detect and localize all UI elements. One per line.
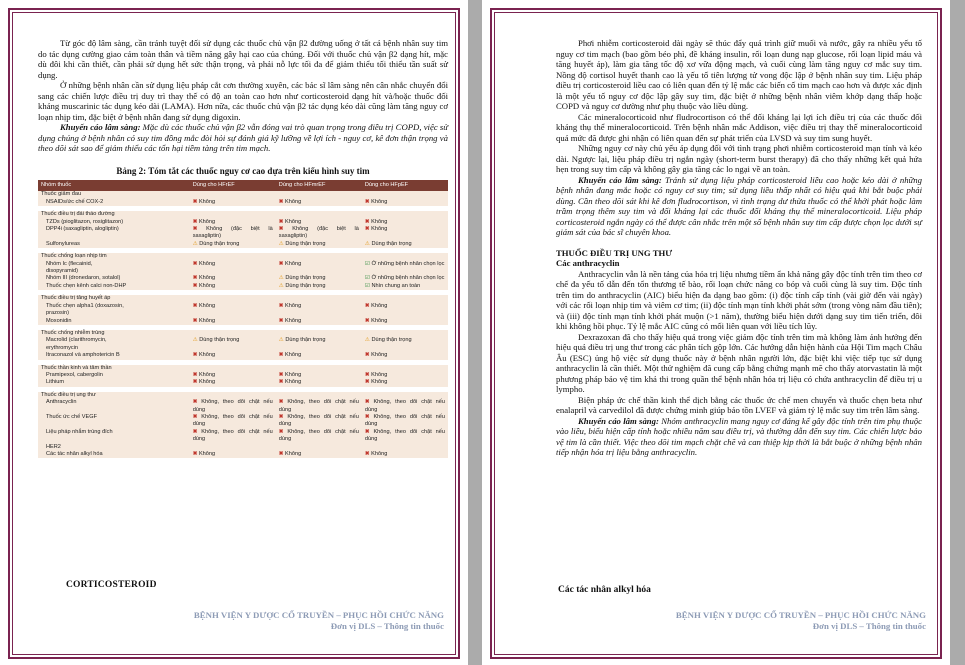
recommendation-cell bbox=[276, 429, 362, 444]
drug-name-cell: NSAIDs/ức chế COX-2 bbox=[38, 199, 190, 206]
recommendation-cell bbox=[190, 345, 276, 352]
recommendation-cell bbox=[190, 429, 276, 444]
cross-icon: ✖ bbox=[192, 428, 202, 435]
cross-icon: ✖ bbox=[364, 399, 374, 406]
recommendation-text: Dùng thận trọng bbox=[285, 240, 326, 247]
recommendation-text: Không bbox=[198, 451, 216, 457]
recommendation-text: Dùng thận trọng bbox=[285, 337, 326, 344]
cross-icon: ✖ bbox=[364, 371, 372, 378]
recommendation-text: Không, theo dõi chặt nếu dùng bbox=[278, 413, 359, 428]
recommendation-cell bbox=[190, 219, 276, 226]
warning-icon: ⚠ bbox=[192, 240, 200, 247]
recommendation-cell bbox=[362, 310, 448, 317]
table-row bbox=[38, 429, 448, 444]
table-row bbox=[38, 226, 448, 241]
recommendation-text: Dùng thận trọng bbox=[371, 337, 412, 344]
recommendation-cell bbox=[276, 261, 362, 268]
drug-group-title: Thuốc giảm đau bbox=[38, 191, 448, 198]
drug-name-cell: TZDs (pioglitazon, rosiglitazon) bbox=[38, 219, 190, 226]
recommendation-cell bbox=[190, 275, 276, 282]
page-left-content bbox=[38, 38, 448, 458]
cross-icon: ✖ bbox=[364, 352, 372, 359]
table-row bbox=[38, 444, 448, 451]
warning-icon: ⚠ bbox=[278, 275, 286, 282]
drug-name-cell: Moxonidin bbox=[38, 318, 190, 325]
page-left bbox=[0, 0, 468, 665]
recommendation-cell bbox=[362, 444, 448, 451]
table-row bbox=[38, 352, 448, 359]
clinical-recommendation: Khuyến cáo lâm sàng: Mặc dù các thuốc chủ vận β2 vẫn đóng vai trò quan trọng trong điều trị COPD, việc sử dụng chúng ở bệnh nhân có suy tim đồng mắc đòi hỏi sự đánh giá kỹ lưỡng về lợi ích - nguy cơ, kê đơn thận trọng và theo dõi sát sao để giảm thiểu các tổn hại tiềm tàng trên tim mạch. bbox=[38, 122, 448, 153]
drug-name-cell: Itraconazol và amphotericin B bbox=[38, 352, 190, 359]
table-row bbox=[38, 345, 448, 352]
recommendation-text: Dùng thận trọng bbox=[371, 240, 412, 247]
cross-icon: ✖ bbox=[278, 352, 286, 359]
checkbox-check-icon: ☑ bbox=[364, 275, 372, 282]
cross-icon: ✖ bbox=[192, 302, 199, 309]
recommendation-text: Không bbox=[285, 317, 302, 324]
drug-name-cell: erythromycin bbox=[38, 345, 190, 352]
cross-icon: ✖ bbox=[192, 282, 199, 289]
recommendation-text: Không bbox=[198, 302, 216, 309]
column-header: Dùng cho HFpEF bbox=[362, 180, 448, 191]
recommendation-text: Không bbox=[198, 275, 216, 282]
footer-hospital-name: BỆNH VIỆN Y DƯỢC CỔ TRUYỀN – PHỤC HỒI CHỨC NĂNG bbox=[675, 610, 926, 620]
cross-icon: ✖ bbox=[364, 451, 372, 457]
recommendation-cell bbox=[276, 283, 362, 290]
paragraph: Anthracyclin vẫn là nền tảng của hóa trị liệu nhưng tiềm ẩn khả năng gây độc tính trên tim theo cơ chế đa yếu tố dẫn đến tổn thương tế bào, rối loạn chức năng co bóp và cuối cùng là suy tim. Độc tính trên tim do anthracyclin (AIC) biểu hiện đa dạng bao gồm: (i) độc tính cấp tính (vài giờ đến vài ngày) với các rối loạn nhịp tim và viêm cơ tim; (ii) độc tính mạn tính khởi phát sớm (trong vòng năm đầu tiên); và (iii) độc tính mạn tính khởi phát muộn (>1 năm), thường biểu hiện dưới dạng suy tim tiến triển, đôi khi không hồi phục. Tỷ lệ mắc AIC cũng có mối liên quan với liều tích lũy. bbox=[556, 268, 922, 331]
drug-name-cell: Thuốc ức chế VEGF bbox=[38, 414, 190, 429]
cross-icon: ✖ bbox=[278, 317, 286, 324]
table-row bbox=[38, 337, 448, 344]
recommendation-text: Không bbox=[198, 198, 216, 205]
drug-name-cell: Lithium bbox=[38, 379, 190, 386]
table-group-row bbox=[38, 253, 448, 260]
recommendation-text: Không, theo dõi chặt nếu dùng bbox=[364, 399, 445, 413]
recommendation-cell bbox=[276, 337, 362, 344]
recommendation-cell bbox=[362, 399, 448, 414]
warning-icon: ⚠ bbox=[192, 337, 200, 344]
recommendation-cell bbox=[276, 199, 362, 206]
footer-unit: Đơn vị DLS – Thông tin thuốc bbox=[812, 620, 926, 631]
recommendation-cell bbox=[362, 379, 448, 386]
table-row bbox=[38, 310, 448, 317]
recommendation-cell bbox=[362, 261, 448, 268]
recommendation-cell bbox=[276, 414, 362, 429]
recommendation-text: Không bbox=[198, 218, 216, 225]
drug-name-cell: Pramipexol, cabergolin bbox=[38, 372, 190, 379]
subsection-heading: Các tác nhân alkyl hóa bbox=[558, 585, 651, 595]
recommendation-cell bbox=[190, 337, 276, 344]
recommendation-text: Không, theo dõi chặt nếu dùng bbox=[278, 428, 359, 443]
drug-name-cell: Sulfonylureas bbox=[38, 241, 190, 248]
recommendation-cell bbox=[190, 414, 276, 429]
drug-name-cell: DPP4i (saxagliptin, alogliptin) bbox=[38, 226, 190, 241]
section-heading: THUỐC ĐIỀU TRỊ UNG THƯ bbox=[556, 247, 673, 258]
recommendation-cell bbox=[276, 275, 362, 282]
recommendation-cell bbox=[362, 275, 448, 282]
drug-group-title: Thuốc điều trị tăng huyết áp bbox=[38, 295, 448, 302]
recommendation-text: Dùng thận trọng bbox=[199, 240, 240, 247]
recommendation-text: Không bbox=[371, 218, 388, 225]
recommendation-text: Không bbox=[198, 379, 216, 386]
cross-icon: ✖ bbox=[278, 260, 286, 267]
recommendation-text: Không bbox=[371, 226, 388, 233]
recommendation-text: Không bbox=[198, 282, 216, 289]
paragraph: Phơi nhiễm corticosteroid dài ngày sẽ thúc đẩy quá trình giữ muối và nước, gây ra nhiều yếu tố nguy cơ tim mạch (bao gồm béo phì, đề kháng insulin, rối loạn dung nạp glucose, rối loạn lipid máu và tăng huyết áp), làm gia tăng tốc độ xơ vữa động mạch, và cuối cùng làm tăng nguy cơ mắc suy tim. Nồng độ cortisol huyết thanh cao là yếu tố tiên lượng tử vong độc lập ở bệnh nhân suy tim. Liệu pháp điều trị corticosteroid liều cao có liên quan đến tỷ lệ mắc các biến cố tim mạch cao hơn và được xác định là một yếu tố nguy cơ độc lập gây suy tim, đặc biệt ở những bệnh nhân viêm khớp dạng thấp hoặc COPD và nguy cơ dường như phụ thuộc vào liều dùng. bbox=[556, 38, 922, 111]
recommendation-cell bbox=[190, 261, 276, 268]
page-right-content bbox=[556, 38, 922, 458]
drug-name-cell: Nhóm Ic (flecainid, bbox=[38, 261, 190, 268]
drug-name-cell: Anthracyclin bbox=[38, 399, 190, 414]
recommendation-text: Không bbox=[371, 198, 388, 205]
recommendation-cell bbox=[276, 444, 362, 451]
recommendation-cell bbox=[362, 451, 448, 458]
table-row bbox=[38, 451, 448, 458]
recommendation-cell bbox=[362, 345, 448, 352]
cross-icon: ✖ bbox=[192, 451, 199, 457]
table-row bbox=[38, 283, 448, 290]
warning-icon: ⚠ bbox=[364, 240, 372, 247]
drug-group-title: Thuốc chống nhiễm trùng bbox=[38, 330, 448, 337]
recommendation-cell bbox=[190, 226, 276, 241]
table-header-row bbox=[38, 180, 448, 191]
cross-icon: ✖ bbox=[192, 275, 199, 282]
table-row bbox=[38, 414, 448, 429]
footer-hospital-name: BỆNH VIỆN Y DƯỢC CỔ TRUYỀN – PHỤC HỒI CHỨC NĂNG bbox=[193, 610, 444, 620]
recommendation-cell bbox=[276, 352, 362, 359]
cross-icon: ✖ bbox=[278, 413, 288, 420]
recommendation-cell bbox=[276, 451, 362, 458]
cross-icon: ✖ bbox=[364, 317, 372, 324]
cross-icon: ✖ bbox=[364, 413, 374, 420]
paragraph: Các mineralocorticoid như fludrocortison có thể đối kháng lại lợi ích điều trị của các thuốc đối kháng thụ thể mineralocorticoid. Trên bệnh nhân mắc Addison, việc điều trị thay thế mineralocorticoid quá mức đã được ghi nhận có liên quan đến sự phát triển của LVSD và suy tim sung huyết. bbox=[556, 111, 922, 143]
drug-group-title: Thuốc chống loạn nhịp tim bbox=[38, 253, 448, 260]
cross-icon: ✖ bbox=[278, 302, 286, 309]
cross-icon: ✖ bbox=[278, 428, 288, 435]
recommendation-cell bbox=[362, 429, 448, 444]
recommendation-cell bbox=[276, 399, 362, 414]
table-group-row bbox=[38, 365, 448, 372]
recommendation-text: Không bbox=[285, 379, 302, 386]
recommendation-cell bbox=[276, 345, 362, 352]
recommendation-text: Không, theo dõi chặt nếu dùng bbox=[364, 413, 445, 428]
drug-name-cell: Các tác nhân alkyl hóa bbox=[38, 451, 190, 458]
recommendation-text: Không bbox=[198, 260, 216, 267]
clinical-recommendation: Khuyến cáo lâm sàng: Tránh sử dụng liệu pháp corticosteroid liều cao hoặc kéo dài ở những bệnh nhân đang mắc hoặc có nguy cơ suy tim; sử dụng liều thấp nhất có hiệu quả khi bắt buộc phải dùng. Cần theo dõi sát khi kê đơn fludrocortison, vì tình trạng dư thừa thuốc có thể khởi phát hoặc làm trầm trọng thêm suy tim và đối kháng lại các thuốc đối kháng thụ thể mineralocorticoid. Liệu pháp corticosteroid ngắn ngày có thể được cân nhắc trên một số bệnh nhân suy tim cấp được chọn lọc dưới sự giám sát của bác sĩ chuyên khoa. bbox=[556, 174, 922, 237]
cross-icon: ✖ bbox=[192, 260, 199, 267]
recommendation-cell bbox=[362, 352, 448, 359]
drug-name-cell: disopyramid) bbox=[38, 268, 190, 275]
paragraph: Những nguy cơ này chủ yếu áp dụng đối với tình trạng phơi nhiễm corticosteroid mạn tính và kéo dài. Ngược lại, liệu pháp điều trị ngắn ngày (short-term burst therapy) đã cho thấy những kết quả hứa hẹn trong suy tim cấp và không gây gia tăng các lo ngại về an toàn. bbox=[556, 143, 922, 174]
checkbox-check-icon: ☑ bbox=[364, 260, 372, 267]
table-row bbox=[38, 379, 448, 386]
recommendation-cell bbox=[190, 241, 276, 248]
recommendation-cell bbox=[276, 379, 362, 386]
cross-icon: ✖ bbox=[278, 198, 286, 205]
cross-icon: ✖ bbox=[192, 226, 207, 233]
recommendation-cell bbox=[362, 219, 448, 226]
warning-icon: ⚠ bbox=[278, 337, 286, 344]
cross-icon: ✖ bbox=[364, 218, 372, 225]
cross-icon: ✖ bbox=[364, 379, 372, 386]
cross-icon: ✖ bbox=[192, 198, 199, 205]
subsection-heading: Các anthracyclin bbox=[556, 258, 620, 268]
clinical-recommendation: Khuyến cáo lâm sàng: Nhóm anthracyclin mang nguy cơ đáng kể gây độc tính trên tim phụ thuộc vào liều, biểu hiện cấp tính hoặc nhiều năm sau điều trị, và thường dẫn đến suy tim. Các chiến lược bảo vệ tim là cần thiết. Việc theo dõi tim mạch chặt chẽ và can thiệp kịp thời là bắt buộc ở những bệnh nhân tiếp nhận hóa trị liệu bằng anthracyclin. bbox=[556, 415, 922, 457]
drug-name-cell: Nhóm III (dronedaron, sotalol) bbox=[38, 275, 190, 282]
drug-name-cell: Thuốc chẹn alpha1 (doxazosin, bbox=[38, 303, 190, 310]
recommendation-cell bbox=[190, 451, 276, 458]
cross-icon: ✖ bbox=[278, 379, 286, 386]
section-heading: CORTICOSTEROID bbox=[66, 580, 157, 590]
recommendation-text: Ở những bệnh nhân chọn lọc bbox=[371, 260, 445, 267]
recommendation-cell bbox=[362, 303, 448, 310]
recommendation-text: Không bbox=[198, 352, 216, 359]
cross-icon: ✖ bbox=[278, 451, 286, 457]
recommendation-cell bbox=[190, 310, 276, 317]
recommendation-cell bbox=[276, 310, 362, 317]
recommendation-cell bbox=[190, 318, 276, 325]
recommendation-text: Không bbox=[198, 371, 216, 378]
recommendation-text: Không bbox=[371, 352, 388, 359]
recommendation-cell bbox=[362, 414, 448, 429]
recommendation-cell bbox=[362, 283, 448, 290]
cross-icon: ✖ bbox=[278, 399, 288, 406]
checkbox-check-icon: ☑ bbox=[364, 282, 372, 289]
table-row bbox=[38, 303, 448, 310]
recommendation-text: Dùng thận trọng bbox=[285, 282, 326, 289]
recommendation-cell bbox=[362, 226, 448, 241]
table-row bbox=[38, 241, 448, 248]
drug-name-cell: Thuốc chẹn kênh calci non-DHP bbox=[38, 283, 190, 290]
cross-icon: ✖ bbox=[364, 226, 372, 233]
recommendation-text: Không bbox=[285, 218, 302, 225]
table-row bbox=[38, 399, 448, 414]
paragraph: Ở những bệnh nhân cần sử dụng liệu pháp cắt cơn thường xuyên, các bác sĩ lâm sàng nên cân nhắc chuyển đổi sang các chiến lược điều trị duy trì thay thế có độ an toàn cao hơn như corticosteroid dạng hít và/hoặc thuốc đối kháng muscarinic tác dụng kéo dài (LAMA). Hơn nữa, các thuốc chủ vận β2 tác dụng kéo dài cũng làm tăng nguy cơ loạn nhịp tim, đặc biệt ở bệnh nhân đang sử dụng digoxin. bbox=[38, 80, 448, 122]
recommendation-text: Không bbox=[371, 451, 388, 457]
recommendation-text: Không bbox=[285, 352, 302, 359]
cross-icon: ✖ bbox=[278, 218, 286, 225]
cross-icon: ✖ bbox=[192, 218, 199, 225]
drug-risk-table bbox=[38, 180, 448, 458]
recommendation-text: Dùng thận trọng bbox=[199, 337, 240, 344]
cross-icon: ✖ bbox=[192, 371, 199, 378]
column-header: Nhóm thuốc bbox=[38, 180, 190, 191]
warning-icon: ⚠ bbox=[278, 282, 286, 289]
recommendation-cell bbox=[190, 352, 276, 359]
column-header: Dùng cho HFmrEF bbox=[276, 180, 362, 191]
recommendation-text: Không bbox=[371, 302, 388, 309]
recommendation-cell bbox=[190, 303, 276, 310]
column-header: Dùng cho HFrEF bbox=[190, 180, 276, 191]
recommendation-cell bbox=[276, 226, 362, 241]
table-row bbox=[38, 199, 448, 206]
page-footer bbox=[676, 610, 926, 631]
recommendation-cell bbox=[190, 444, 276, 451]
recommendation-text: Nhìn chung an toàn bbox=[371, 282, 421, 289]
paragraph: Dexrazoxan đã cho thấy hiệu quả trong việc giảm độc tính trên tim mà không làm ảnh hưởng đến hiệu quả điều trị ung thư trong các phân tích gộp lớn. Các hướng dẫn hiện hành của Hội Tim mạch Châu Âu (ESC) ủng hộ việc sử dụng thuốc này ở bệnh nhân người lớn, đặc biệt khi việc tiếp tục sử dụng anthracyclin là cần thiết. Một thử nghiệm đã cung cấp bằng chứng mạnh mẽ cho thấy atorvastatin là một phương pháp bảo vệ tim khả thi trong quần thể bệnh nhân hóa trị liệu có chứa anthracyclin để điều trị u lympho. bbox=[556, 331, 922, 394]
footer-unit: Đơn vị DLS – Thông tin thuốc bbox=[330, 620, 444, 631]
cross-icon: ✖ bbox=[364, 428, 374, 435]
page-footer bbox=[194, 610, 444, 631]
drug-group-title: Thuốc điều trị đái tháo đường bbox=[38, 211, 448, 218]
recommendation-text: Không bbox=[285, 371, 302, 378]
recommendation-text: Không, theo dõi chặt nếu dùng bbox=[364, 428, 445, 443]
recommendation-cell bbox=[190, 199, 276, 206]
table-group-row bbox=[38, 211, 448, 218]
recommendation-cell bbox=[362, 241, 448, 248]
recommendation-text: Dùng thận trọng bbox=[285, 275, 326, 282]
cross-icon: ✖ bbox=[192, 399, 202, 406]
table-row bbox=[38, 261, 448, 268]
cross-icon: ✖ bbox=[192, 317, 199, 324]
table-group-row bbox=[38, 191, 448, 198]
recommendation-cell bbox=[362, 199, 448, 206]
cross-icon: ✖ bbox=[192, 352, 199, 359]
cross-icon: ✖ bbox=[278, 226, 293, 233]
recommendation-text: Không, theo dõi chặt nếu dùng bbox=[192, 428, 273, 443]
recommendation-cell bbox=[362, 337, 448, 344]
recommendation-text: Không, theo dõi chặt nếu dùng bbox=[278, 399, 359, 413]
table-group-row bbox=[38, 295, 448, 302]
cross-icon: ✖ bbox=[364, 198, 372, 205]
table-row bbox=[38, 318, 448, 325]
recommendation-cell bbox=[190, 399, 276, 414]
drug-group-title: Thuốc điều trị ung thư bbox=[38, 392, 448, 399]
drug-name-cell: Liệu pháp nhắm trúng đích bbox=[38, 429, 190, 444]
recommendation-text: Ở những bệnh nhân chọn lọc bbox=[371, 275, 445, 282]
recommendation-text: Không bbox=[285, 198, 302, 205]
drug-name-cell: prazosin) bbox=[38, 310, 190, 317]
recommendation-text: Không bbox=[285, 260, 302, 267]
recommendation-text: Không (đặc biệt là saxagliptin) bbox=[192, 226, 273, 240]
recommendation-text: Không bbox=[371, 371, 388, 378]
cross-icon: ✖ bbox=[364, 302, 372, 309]
page-right bbox=[482, 0, 950, 665]
recommendation-cell bbox=[276, 241, 362, 248]
table-row bbox=[38, 219, 448, 226]
warning-icon: ⚠ bbox=[278, 240, 286, 247]
drug-name-cell: Macrolid (clarithromycin, bbox=[38, 337, 190, 344]
recommendation-text: Không bbox=[285, 451, 302, 457]
recommendation-cell bbox=[276, 219, 362, 226]
recommendation-cell bbox=[276, 318, 362, 325]
recommendation-text: Không, theo dõi chặt nếu dùng bbox=[192, 413, 273, 428]
cross-icon: ✖ bbox=[192, 413, 202, 420]
paragraph: Từ góc độ lâm sàng, cần tránh tuyệt đối sử dụng các thuốc chủ vận β2 đường uống ở tất cả bệnh nhân suy tim do tác dụng cường giao cảm toàn thân và tiềm năng gây hại cao của chúng. Đối với thuốc chủ vận β2 dạng hít, mặc dù đôi khi cần thiết, cần phải sử dụng hết sức thận trọng, và phải nỗ lực tối đa để giảm thiểu tối thiểu tần suất sử dụng. bbox=[38, 38, 448, 80]
paragraph: Biện pháp ức chế thần kinh thể dịch bằng các thuốc ức chế men chuyển và thuốc chẹn beta như enalapril và carvedilol đã được chứng minh giúp bảo tồn LVEF và giảm tỷ lệ mắc suy tim trên lâm sàng. bbox=[556, 394, 922, 415]
drug-name-cell: HER2 bbox=[38, 444, 190, 451]
recommendation-text: Không bbox=[371, 379, 388, 386]
cross-icon: ✖ bbox=[278, 371, 286, 378]
drug-group-title: Thuốc thần kinh và tâm thần bbox=[38, 365, 448, 372]
table-caption: Bảng 2: Tóm tắt các thuốc nguy cơ cao dựa trên kiểu hình suy tim bbox=[116, 165, 370, 176]
recommendation-text: Không bbox=[198, 317, 216, 324]
recommendation-cell bbox=[362, 318, 448, 325]
cross-icon: ✖ bbox=[192, 379, 199, 386]
recommendation-text: Không bbox=[285, 302, 302, 309]
recommendation-cell bbox=[190, 283, 276, 290]
recommendation-text: Không (đặc biệt là saxagliptin) bbox=[278, 226, 359, 240]
recommendation-cell bbox=[190, 379, 276, 386]
recommendation-text: Không bbox=[371, 317, 388, 324]
recommendation-text: Không, theo dõi chặt nếu dùng bbox=[192, 399, 273, 413]
recommendation-cell bbox=[276, 303, 362, 310]
table-row bbox=[38, 275, 448, 282]
warning-icon: ⚠ bbox=[364, 337, 372, 344]
